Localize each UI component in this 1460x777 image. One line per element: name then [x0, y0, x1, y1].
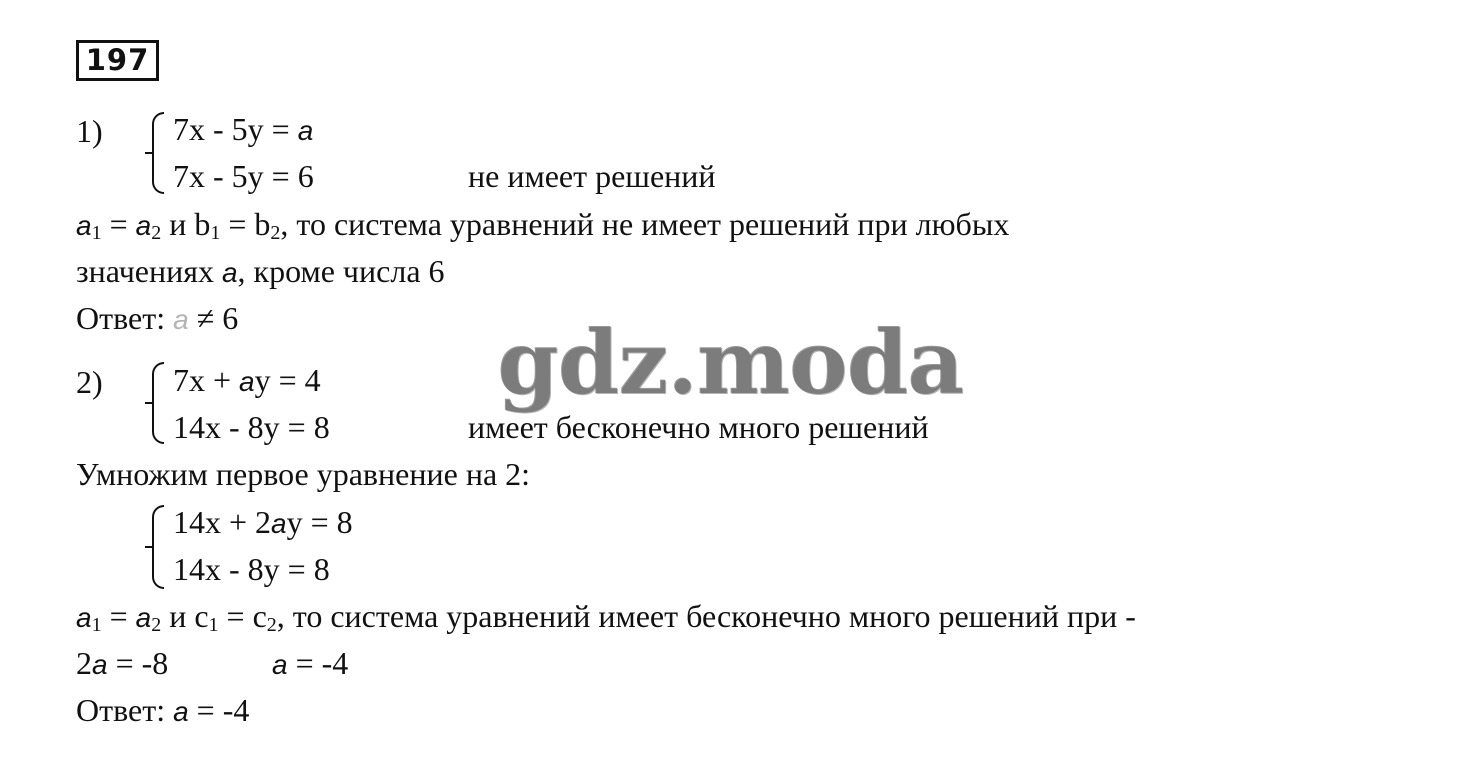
part2-equation-2: 14x - 8y = 8 — [173, 409, 330, 445]
part2-multiplied-brace — [152, 505, 164, 589]
part2-label: 2) — [76, 364, 103, 400]
part2-multiplied-equation-2: 14x - 8y = 8 — [173, 551, 330, 587]
part1-equation-1: 7x - 5y = a — [173, 111, 314, 147]
part2-multiply-step: Умножим первое уравнение на 2: — [76, 456, 531, 492]
part2-calculation-2: a = -4 — [272, 645, 349, 681]
part2-calculation-1: 2a = -8 — [76, 645, 169, 681]
part1-condition: $a_1 = a_2$ и $b_1 = b_2$, то система уравнений не имеет решений при любых — [76, 206, 1010, 244]
site-watermark: gdz.moda — [497, 310, 964, 414]
part2-answer: Ответ: a = -4 — [76, 692, 250, 728]
part2-note: имеет бесконечно много решений — [468, 409, 929, 445]
part2-condition: $a_1 = a_2$ и $c_1 = c_2$, то система уравнений имеет бесконечно много решений при - — [76, 598, 1136, 636]
part1-equation-2: 7x - 5y = 6 — [173, 158, 314, 194]
part2-equation-1: 7x + ay = 4 — [173, 362, 321, 398]
part1-answer: Ответ: a ≠ 6 — [76, 300, 239, 336]
part1-label: 1) — [76, 113, 103, 149]
part1-condition-continued: значениях a, кроме числа 6 — [76, 253, 445, 289]
problem-number: 197 — [76, 40, 159, 81]
part2-multiplied-equation-1: 14x + 2ay = 8 — [173, 504, 353, 540]
part2-system-brace — [152, 362, 164, 444]
part1-system-brace — [152, 112, 164, 194]
part1-note: не имеет решений — [468, 158, 716, 194]
